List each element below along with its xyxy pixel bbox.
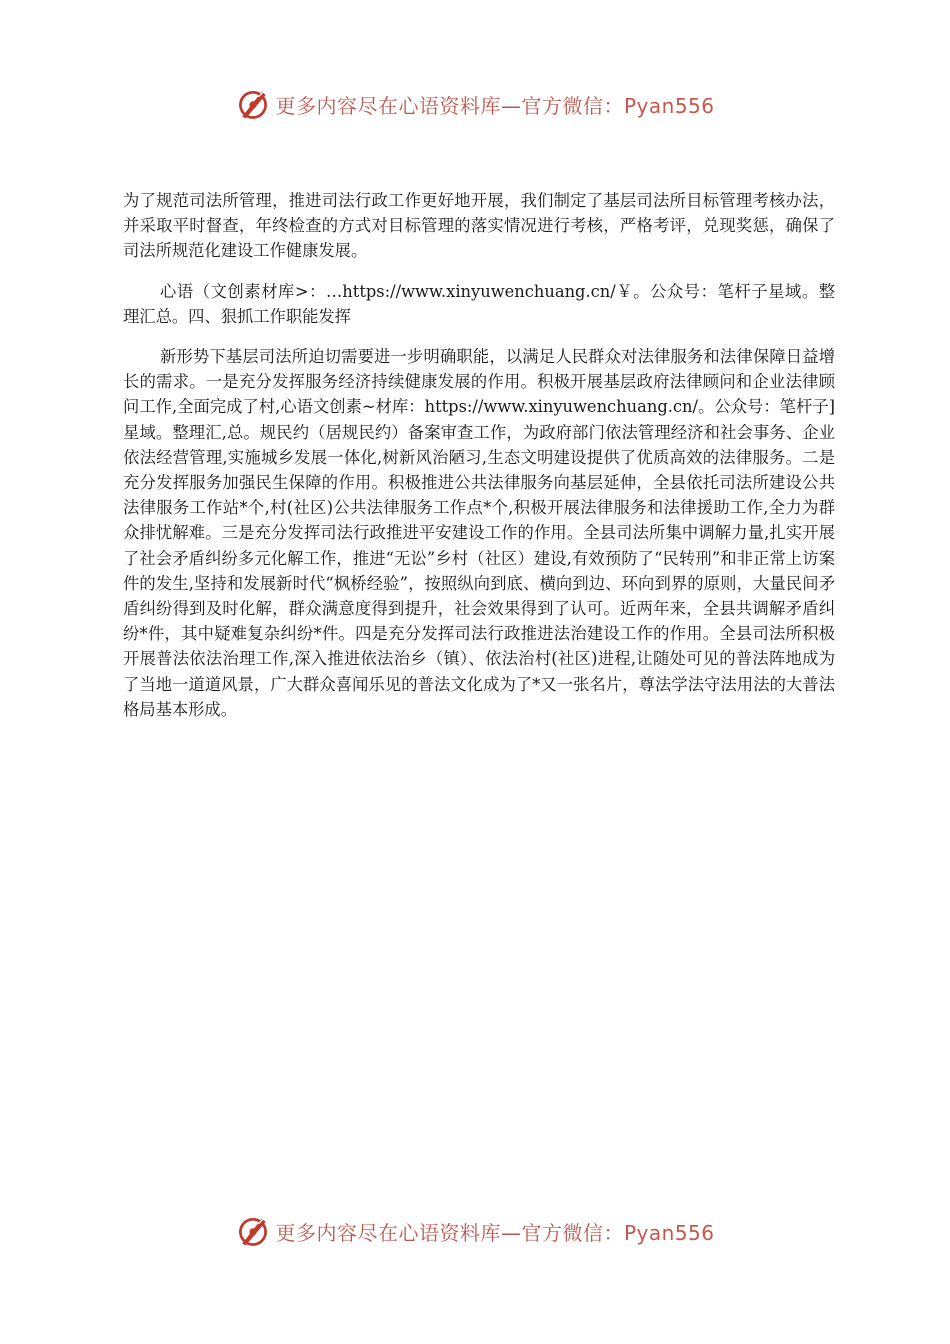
footer-banner (0, 1211, 950, 1251)
quill-pen-logo-icon (235, 1213, 271, 1249)
quill-pen-logo-icon (235, 86, 271, 122)
paragraph-1: 为了规范司法所管理，推进司法行政工作更好地开展，我们制定了基层司法所目标管理考核办法，并采取平时督查，年终检查的方式对目标管理的落实情况进行考核，严格考评，兑现奖惩，确保了司法所规范化建设工作健康发展。 (123, 191, 835, 261)
document-body (123, 188, 835, 737)
header-banner-text: 更多内容尽在心语资料库—官方微信： (275, 93, 624, 118)
footer-banner-handle: Pyan556 (623, 1220, 715, 1245)
paragraph-2: 心语（文创素材库>：…https://www.xinyuwenchuang.cn/￥。公众号：笔杆子星域。整理汇总。四、狠抓工作职能发挥 (123, 281, 835, 326)
paragraph-3: 新形势下基层司法所迫切需要进一步明确职能，以满足人民群众对法律服务和法律保障日益增长的需求。一是充分发挥服务经济持续健康发展的作用。积极开展基层政府法律顾问和企业法律顾问工作,全面完成了村,心语文创素~材库：https://www.xinyuwenchuang.cn/。公众号：笔杆子]星域。整理汇,总。规民约（居规民约）备案审查工作，为政府部门依法管理经济和社会事务、企业依法经营管理,实施城乡发展一体化,树新风治陋习,生态文明建设提供了优质高效的法律服务。二是充分发挥服务加强民生保障的作用。积极推进公共法律服务向基层延伸，全县依托司法所建设公共法律服务工作站*个,村(社区)公共法律服务工作点*个,积极开展法律服务和法律援助工作,全力为群众排忧解难。三是充分发挥司法行政推进平安建设工作的作用。全县司法所集中调解力量,扎实开展了社会矛盾纠纷多元化解工作，推进“无讼”乡村（社区）建设,有效预防了“民转刑”和非正常上访案件的发生,坚持和发展新时代“枫桥经验”，按照纵向到底、横向到边、环向到界的原则，大量民间矛盾纠纷得到及时化解，群众满意度得到提升，社会效果得到了认可。近两年来，全县共调解矛盾纠纷*件，其中疑难复杂纠纷*件。四是充分发挥司法行政推进法治建设工作的作用。全县司法所积极开展普法依法治理工作,深入推进依法治乡（镇）、依法治村(社区)进程,让随处可见的普法阵地成为了当地一道道风景，广大群众喜闻乐见的普法文化成为了*又一张名片，尊法学法守法用法的大普法格局基本形成。 (123, 347, 835, 719)
header-banner (0, 84, 950, 124)
header-banner-handle: Pyan556 (623, 93, 715, 118)
footer-banner-text: 更多内容尽在心语资料库—官方微信： (275, 1220, 624, 1245)
